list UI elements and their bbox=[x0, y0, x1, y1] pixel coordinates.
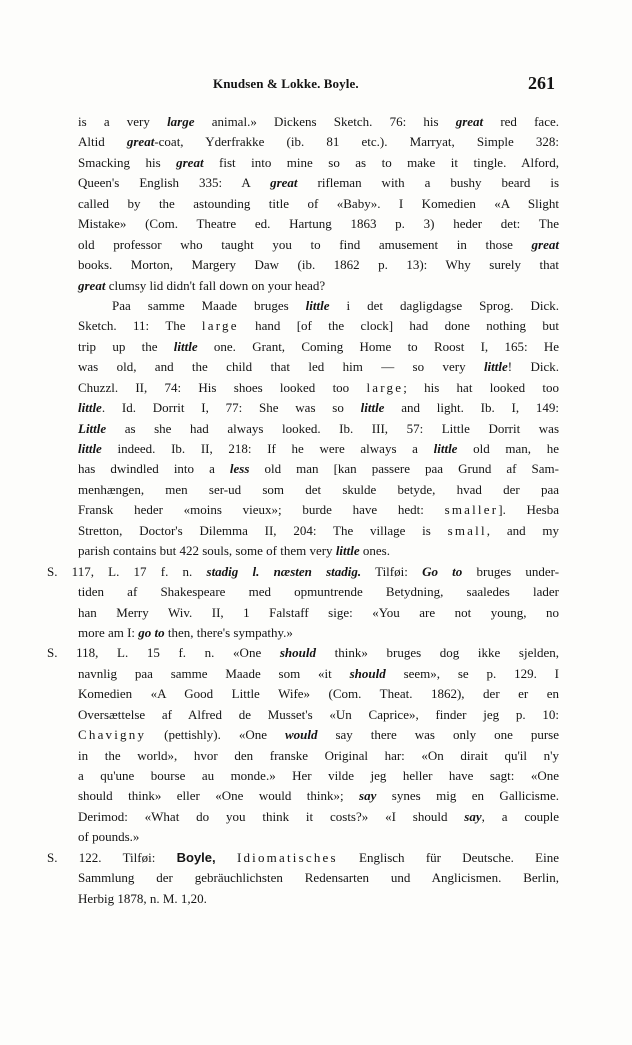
page-number: 261 bbox=[528, 73, 555, 93]
text-line: Chuzzl. II, 74: His shoes looked too large; his hat looked too bbox=[78, 379, 559, 395]
text-line: little. Id. Dorrit I, 77: She was so little and light. Ib. I, 149: bbox=[78, 400, 559, 416]
text-line: S. 117, L. 17 f. n. stadig l. næsten stadig. Tilføi: Go to bruges under- bbox=[47, 563, 560, 579]
text-line: Paa samme Maade bruges little i det dagligdagse Sprog. Dick. bbox=[112, 297, 559, 313]
spaced-text: large bbox=[201, 318, 239, 334]
emphasis: great bbox=[78, 277, 106, 293]
text-line: Queen's English 335: A great rifleman with a bushy beard is bbox=[78, 175, 560, 191]
emphasis: little bbox=[78, 441, 102, 456]
text-line: of pounds.» bbox=[78, 829, 140, 845]
emphasis: great bbox=[455, 114, 484, 129]
text-line: tiden af Shakespeare med opmuntrende Betydning, saaledes lader bbox=[78, 584, 559, 600]
note-s122 bbox=[0, 848, 632, 909]
text-line: Altid great-coat, Yderfrakke (ib. 81 etc.). Marryat, Simple 328: bbox=[78, 134, 559, 150]
emphasis: say bbox=[464, 808, 482, 824]
emphasis: Little bbox=[78, 420, 107, 436]
text-line: Komedien «A Good Little Wife» (Com. Theat. 1862), der er en bbox=[78, 686, 559, 702]
emphasis: would bbox=[284, 727, 318, 743]
text-line: is a very large animal.» Dickens Sketch. 76: his great red face. bbox=[78, 114, 559, 129]
text-line: was old, and the child that led him — so very little! Dick. bbox=[78, 359, 559, 375]
text-line: Herbig 1878, n. M. 1,20. bbox=[78, 890, 207, 906]
text-line: little indeed. Ib. II, 218: If he were always a little old man, he bbox=[78, 441, 559, 456]
emphasis: go to bbox=[138, 624, 165, 640]
text-line: trip up the little one. Grant, Coming Home to Roost I, 165: He bbox=[78, 338, 559, 354]
emphasis: little bbox=[433, 441, 458, 456]
paragraph-little bbox=[0, 296, 632, 562]
emphasis: little bbox=[173, 338, 198, 354]
text-line: Sketch. 11: The large hand [of the clock] had done nothing but bbox=[78, 318, 559, 334]
text-line: menhængen, men ser-ud som det skulde betyde, hvad der paa bbox=[78, 481, 559, 497]
emphasis: should bbox=[279, 645, 316, 661]
emphasis: stadig l. næsten stadig. bbox=[206, 563, 362, 579]
emphasis: less bbox=[229, 461, 250, 477]
emphasis: Go to bbox=[422, 563, 463, 579]
text-line: parish contains but 422 souls, some of them very little ones. bbox=[78, 543, 390, 559]
text-line: should think» eller «One would think»; say synes mig en Gallicisme. bbox=[78, 788, 559, 804]
text-line: Derimod: «What do you think it costs?» «I should say, a couple bbox=[78, 808, 559, 824]
text-line: Oversættelse af Alfred de Musset's «Un Caprice», finder jeg p. 10: bbox=[78, 706, 559, 722]
paragraph-great bbox=[0, 112, 632, 296]
text-line: Little as she had always looked. Ib. III, 57: Little Dorrit was bbox=[78, 420, 559, 436]
text-line: books. Morton, Margery Daw (ib. 1862 p. 13): Why surely that bbox=[78, 257, 559, 273]
bold-text: Boyle, bbox=[176, 849, 216, 865]
text-line: a qu'une bourse au monde.» Her vilde jeg heller have sagt: «One bbox=[78, 768, 559, 783]
emphasis: should bbox=[349, 665, 386, 681]
text-line: S. 122. Tilføi: Boyle, Idiomatisches Englisch für Deutsche. Eine bbox=[47, 849, 559, 865]
emphasis: little bbox=[483, 359, 508, 375]
emphasis: say bbox=[359, 788, 377, 804]
emphasis: great bbox=[531, 236, 559, 252]
text-line: has dwindled into a less old man [kan passere paa Grund af Sam- bbox=[78, 461, 559, 477]
spaced-text: smaller bbox=[444, 502, 499, 518]
text-line: great clumsy lid didn't fall down on your head? bbox=[78, 277, 326, 293]
text-line: called by the astounding title of «Baby». I Komedien «A Slight bbox=[78, 195, 559, 211]
text-line: Sammlung der gebräuchlichsten Redensarten und Anglicismen. Berlin, bbox=[78, 870, 559, 886]
spaced-text: small bbox=[447, 522, 487, 538]
emphasis: great bbox=[270, 175, 298, 191]
spaced-text: Idiomatisches bbox=[236, 849, 338, 865]
text-line: Smacking his great fist into mine so as to make it tingle. Alford, bbox=[78, 154, 559, 170]
emphasis: little bbox=[335, 543, 360, 559]
text-line: in the world», hvor den franske Original har: «On dirait qu'il n'y bbox=[78, 747, 559, 763]
spaced-text: large bbox=[366, 379, 404, 395]
text-line: more am I: go to then, there's sympathy.» bbox=[78, 624, 293, 640]
text-line: navnlig paa samme Maade som «it should seem», se p. 129. I bbox=[78, 665, 559, 681]
note-s118 bbox=[0, 643, 632, 847]
running-title: Knudsen & Lokke. Boyle. bbox=[213, 76, 359, 91]
emphasis: little bbox=[360, 400, 385, 416]
text-line: han Merry Wiv. II, 1 Falstaff sige: «You are not young, no bbox=[78, 604, 559, 620]
text-line: Stretton, Doctor's Dilemma II, 204: The village is small, and my bbox=[78, 522, 559, 538]
running-header bbox=[0, 73, 632, 98]
text-line: Chavigny (pettishly). «One would say there was only one purse bbox=[78, 727, 559, 743]
note-s117 bbox=[0, 562, 632, 644]
spaced-text: Chavigny bbox=[78, 727, 147, 743]
emphasis: great bbox=[176, 154, 204, 170]
emphasis: great bbox=[126, 134, 155, 150]
emphasis: little bbox=[305, 297, 330, 313]
emphasis: large bbox=[167, 114, 195, 129]
emphasis: little bbox=[78, 400, 102, 416]
text-line: Fransk heder «moins vieux»; burde have hedt: smaller]. Hesba bbox=[78, 502, 559, 518]
text-line: old professor who taught you to find amusement in those great bbox=[78, 236, 559, 252]
text-line: S. 118, L. 15 f. n. «One should think» bruges dog ikke sjelden, bbox=[47, 645, 559, 661]
body-text bbox=[0, 112, 632, 909]
text-line: Mistake» (Com. Theatre ed. Hartung 1863 p. 3) heder det: The bbox=[78, 216, 559, 232]
